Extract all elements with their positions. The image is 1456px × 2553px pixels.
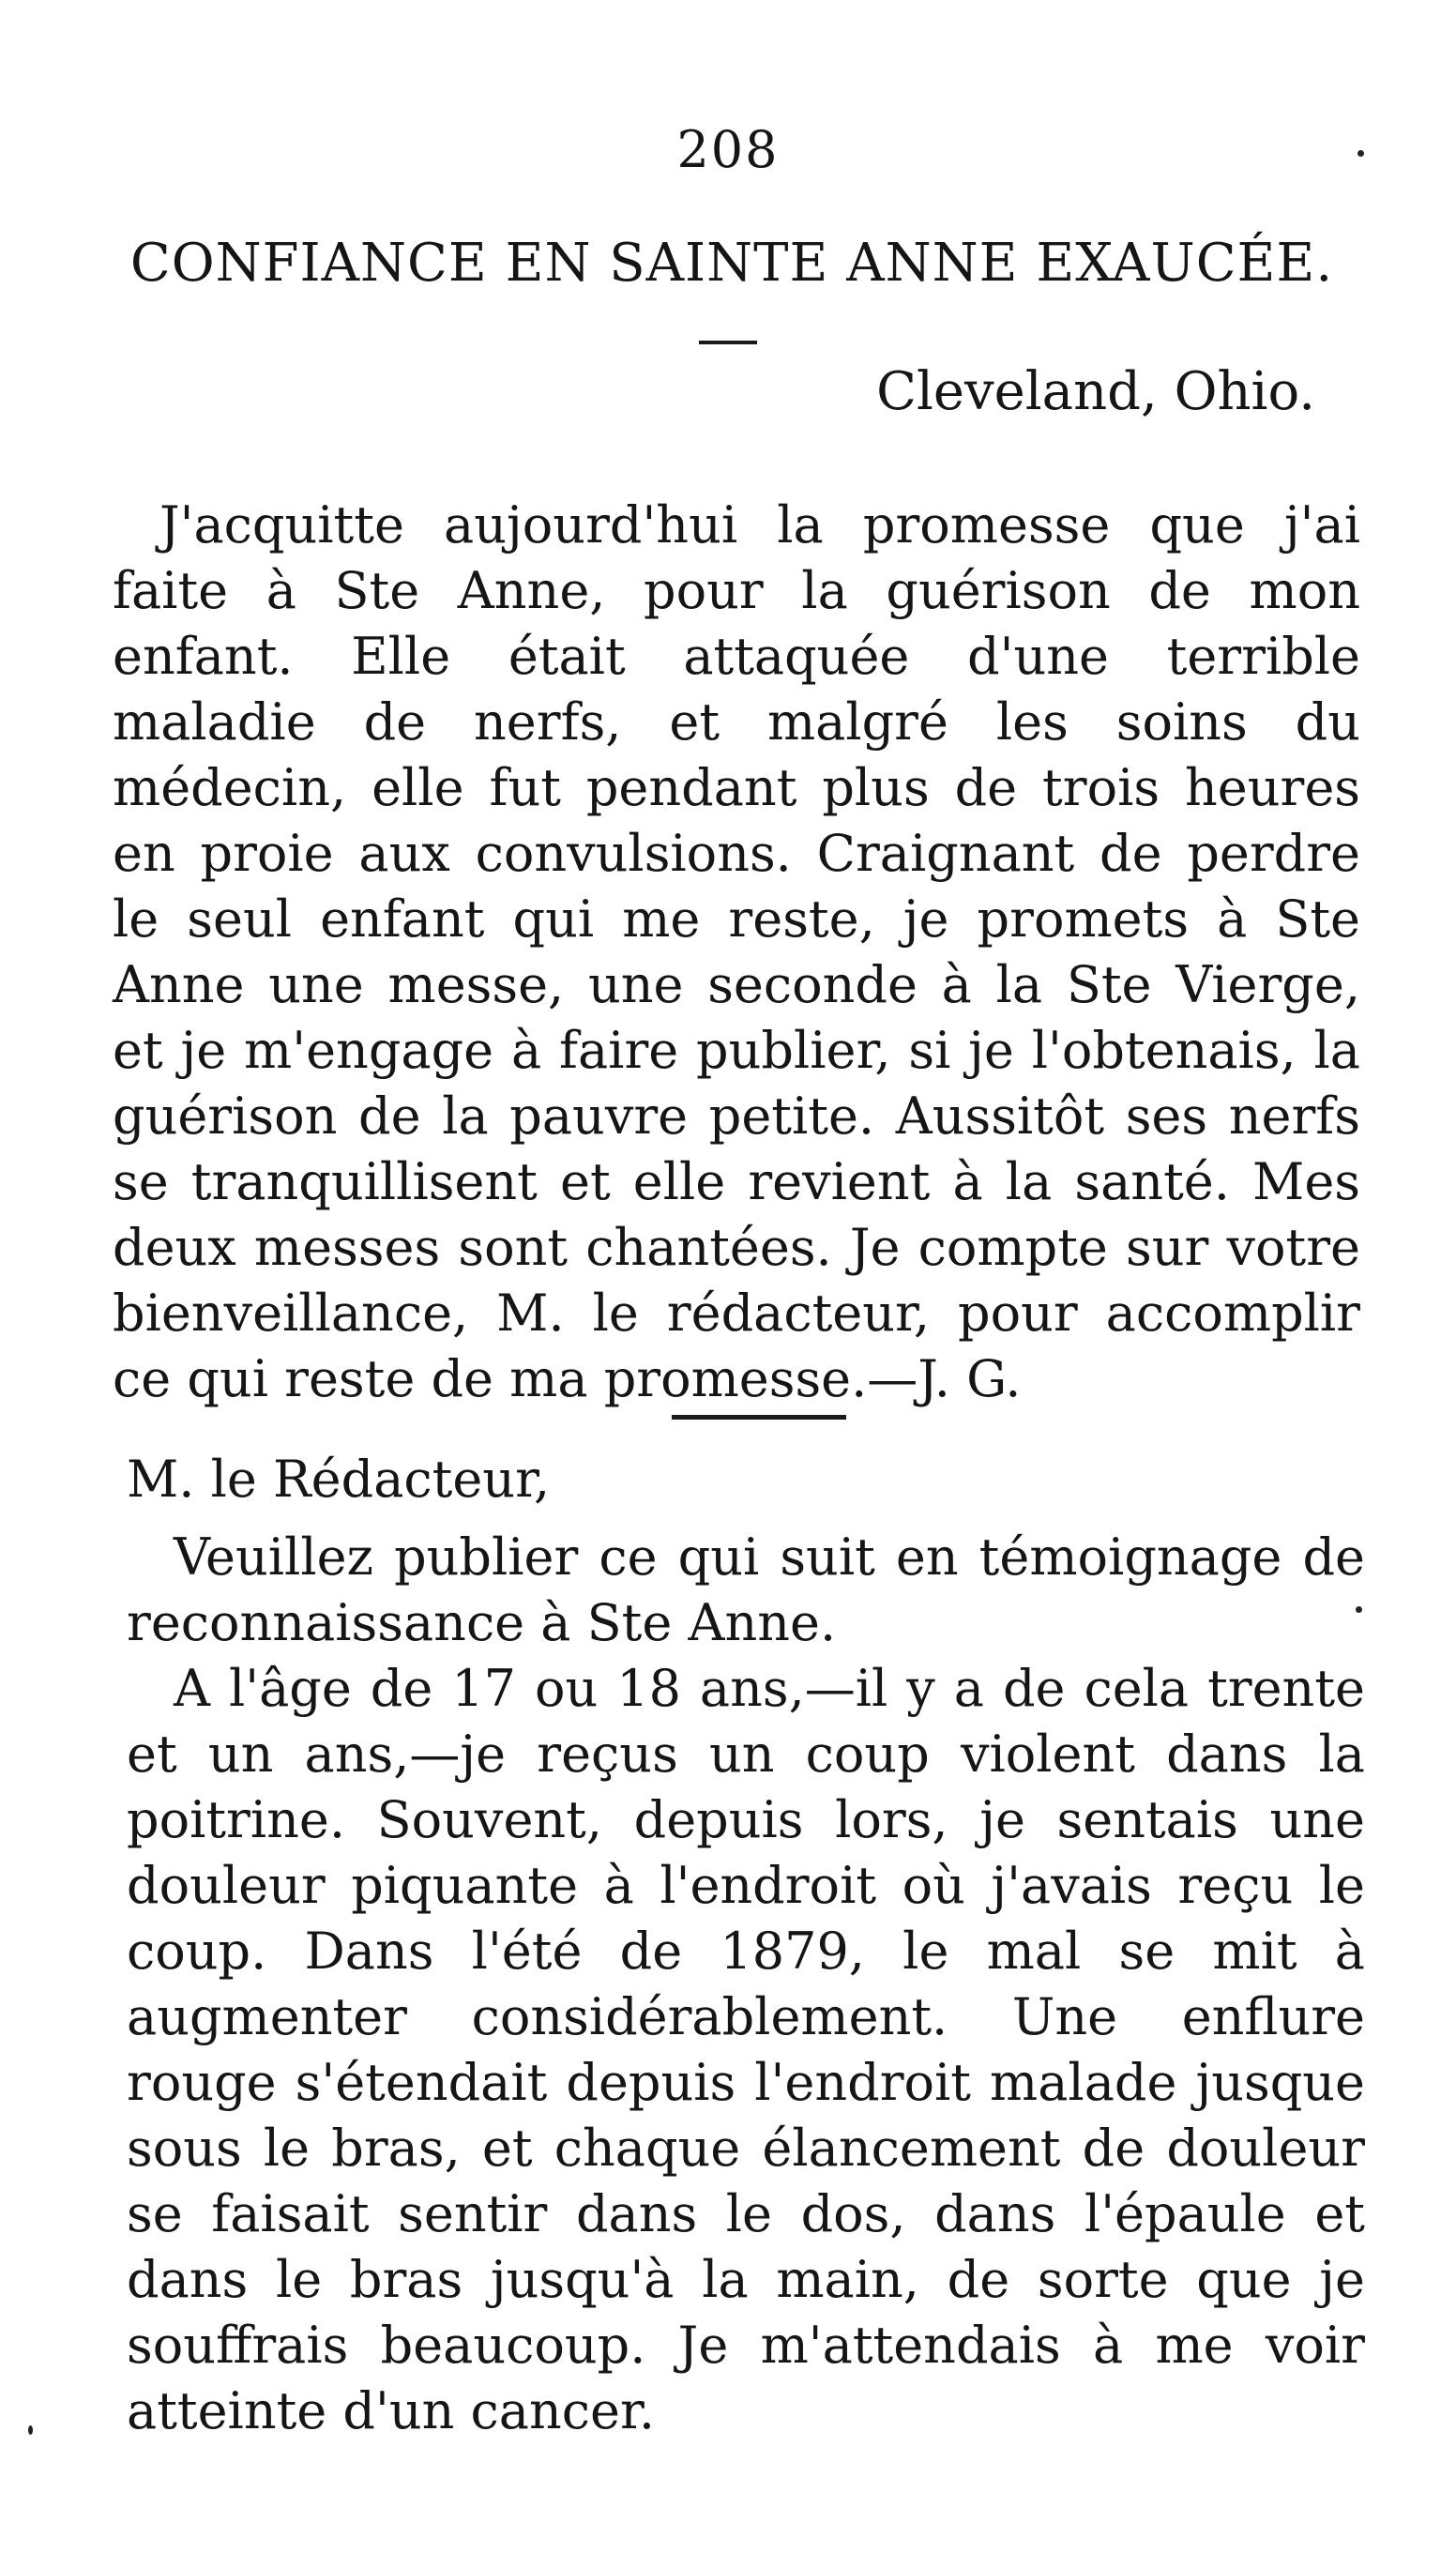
article-place: Cleveland, Ohio.: [876, 361, 1315, 422]
print-speck: [1357, 150, 1364, 157]
page-number: 208: [676, 120, 780, 179]
article-paragraph: J'acquitte aujourd'hui la promesse que j'ai faite à Ste Anne, pour la guérison de mon enfant. Elle était attaquée d'une terrible maladie de nerfs, et malgré les soins du médecin, elle fut pendant plus de trois heures en proie aux convulsions. Craignant de perdre le seul enfant qui me reste, je promets à Ste Anne une messe, une seconde à la Ste Vierge, et je m'engage à faire publier, si je l'obtenais, la guérison de la pauvre petite. Aussitôt ses nerfs se tranquillisent et elle revient à la santé. Mes deux messes sont chantées. Je compte sur votre bienveillance, M. le rédacteur, pour accomplir ce qui reste de ma promesse.—J. G.: [113, 495, 1360, 1408]
letter-salutation: M. le Rédacteur,: [127, 1450, 551, 1509]
print-speck: [28, 2425, 33, 2435]
letter-paragraph: Veuillez publier ce qui suit en témoignage de reconnaissance à Ste Anne.: [127, 1527, 1365, 1652]
article-title: CONFIANCE EN SAINTE ANNE EXAUCÉE.: [129, 233, 1334, 294]
title-rule: [699, 341, 757, 344]
letter-paragraph: A l'âge de 17 ou 18 ans,—il y a de cela trente et un ans,—je reçus un coup violent dans la poitrine. Souvent, depuis lors, je sentais une douleur piquante à l'endroit où j'avais reçu le coup. Dans l'été de 1879, le mal se mit à augmenter considérablement. Une enflure rouge s'étendait depuis l'endroit malade jusque sous le bras, et chaque élancement de douleur se faisait sentir dans le dos, dans l'épaule et dans le bras jusqu'à la main, de sorte que je souffrais beaucoup. Je m'attendais à me voir atteinte d'un cancer.: [127, 1659, 1365, 2440]
section-divider: [672, 1415, 846, 1420]
article-body: [113, 493, 1360, 1412]
letter-body: [127, 1525, 1365, 2444]
